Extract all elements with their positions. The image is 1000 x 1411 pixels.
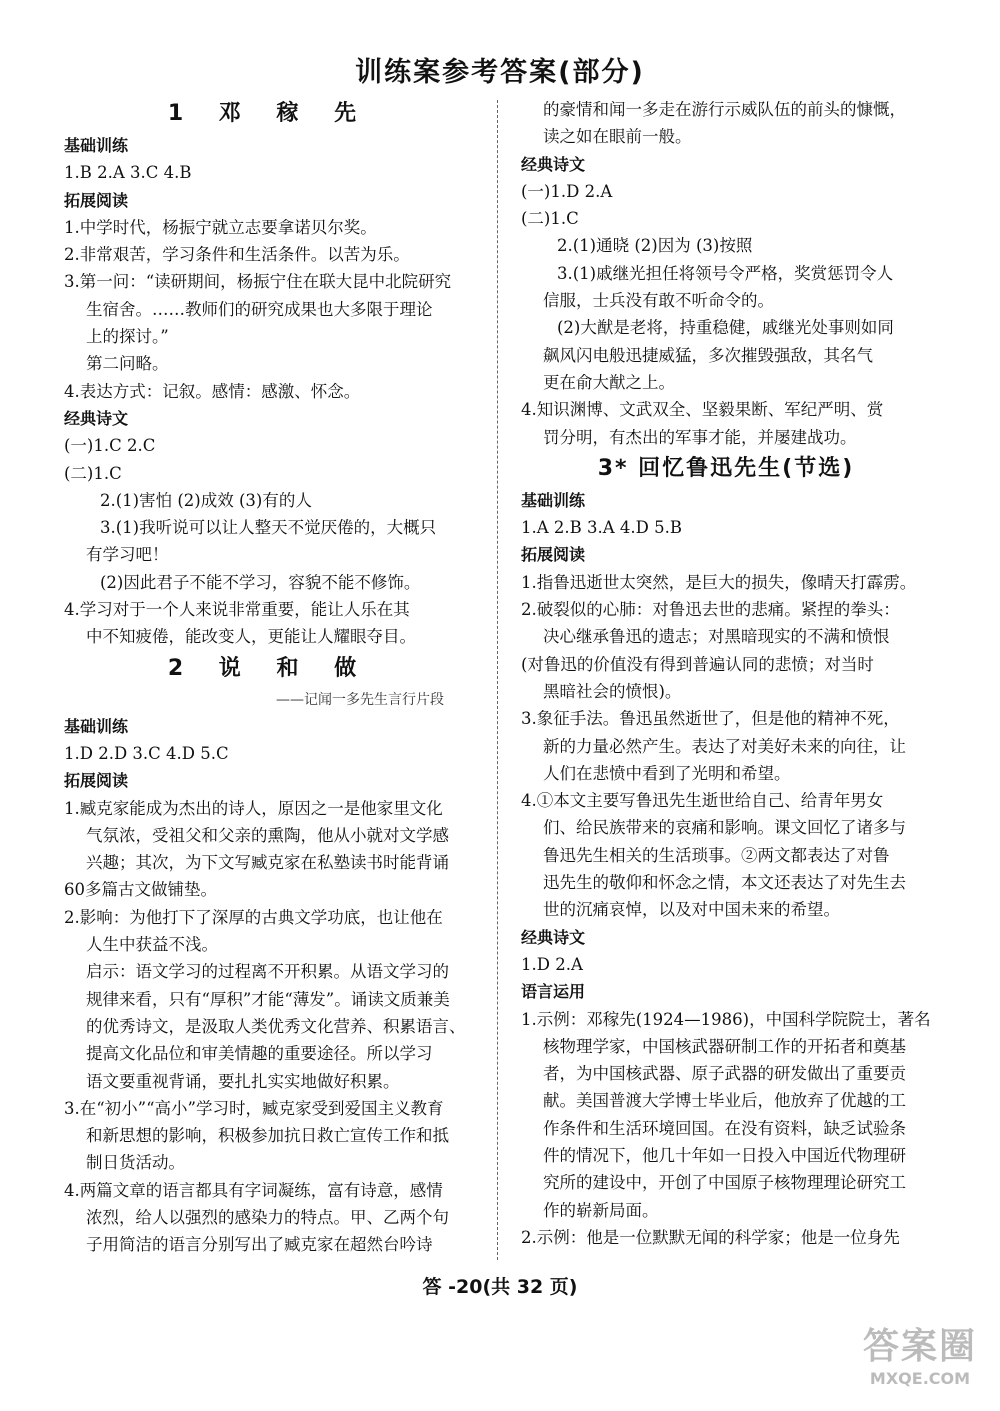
- answer-line: 3.(1)我听说可以让人整天不觉厌倦的，大概只: [100, 518, 437, 538]
- answer-line: 迅先生的敬仰和怀念之情，本文还表达了对先生去: [543, 873, 906, 893]
- watermark-logo: [845, 1325, 995, 1405]
- answer-line: 作的崭新局面。: [543, 1200, 659, 1220]
- answer-line: 们、给民族带来的哀痛和影响。课文回忆了诸多与: [543, 818, 906, 838]
- right-column: [521, 96, 931, 1251]
- answer-line: (一)1.C 2.C: [64, 436, 156, 456]
- answer-line: 1.示例：邓稼先(1924—1986)，中国科学院院士，著名: [521, 1009, 931, 1029]
- answer-line: 更在俞大猷之上。: [543, 372, 675, 392]
- answer-line: 读之如在眼前一般。: [543, 127, 692, 147]
- section-title-3: 3* 回忆鲁迅先生(节选): [597, 455, 855, 481]
- answer-line: 规律来看，只有“厚积”才能“薄发”。诵读文质兼美: [86, 989, 450, 1009]
- answer-line: 的优秀诗文，是汲取人类优秀文化营养、积累语言、: [86, 1016, 466, 1036]
- answer-line: 4.知识渊博、文武双全、坚毅果断、军纪严明、赏: [521, 400, 884, 420]
- left-column: [64, 96, 474, 1259]
- answer-line: 献。美国普渡大学博士毕业后，他放弃了优越的工: [543, 1091, 906, 1111]
- answer-line: 2.(1)害怕 (2)成效 (3)有的人: [100, 490, 312, 510]
- answer-line: 1.D 2.D 3.C 4.D 5.C: [64, 743, 229, 763]
- answer-line: 60多篇古文做铺垫。: [64, 880, 217, 900]
- subsection-heading: 语言运用: [521, 982, 586, 1002]
- answer-line: 语文要重视背诵，要扎扎实实地做好积累。: [86, 1071, 400, 1091]
- answer-line: 核物理学家，中国核武器研制工作的开拓者和奠基: [543, 1036, 906, 1056]
- subsection-heading: 基础训练: [64, 716, 129, 736]
- answer-line: 4.两篇文章的语言都具有字词凝练，富有诗意，感情: [64, 1180, 443, 1200]
- answer-line: 1.B 2.A 3.C 4.B: [64, 163, 192, 183]
- answer-line: 3.象征手法。鲁迅虽然逝世了，但是他的精神不死，: [521, 709, 900, 729]
- answer-line: 制日货活动。: [86, 1153, 185, 1173]
- answer-line: 人们在悲愤中看到了光明和希望。: [543, 763, 791, 783]
- subsection-heading: 拓展阅读: [64, 190, 129, 210]
- watermark-text: 答案圈: [862, 1326, 977, 1367]
- answer-line: 究所的建设中，开创了中国原子核物理理论研究工: [543, 1173, 906, 1193]
- answer-line: 件的情况下，他几十年如一日投入中国近代物理研: [543, 1145, 906, 1165]
- answer-line: 作条件和生活环境回国。在没有资料，缺乏试验条: [543, 1118, 906, 1138]
- answer-line: 3.第一问：“读研期间，杨振宁住在联大昆中北院研究: [64, 272, 452, 292]
- section-title-2: 2 说 和 做: [167, 655, 371, 681]
- answer-line: 3.(1)戚继光担任将领号令严格，奖赏惩罚令人: [557, 263, 894, 283]
- answer-line: 1.中学时代，杨振宁就立志要拿诺贝尔奖。: [64, 217, 377, 237]
- answer-line: 黑暗社会的愤恨)。: [543, 681, 682, 701]
- answer-line: 和新思想的影响，积极参加抗日救亡宣传工作和抵: [86, 1126, 449, 1146]
- watermark-url: MXQE.COM: [869, 1369, 971, 1388]
- column-divider: [497, 100, 498, 1260]
- answer-line: 中不知疲倦，能改变人，更能让人耀眼夺目。: [86, 627, 416, 647]
- answer-line: 飙风闪电般迅捷威猛，多次摧毁强敌，其名气: [543, 345, 873, 365]
- answer-line: 2.示例：他是一位默默无闻的科学家；他是一位身先: [521, 1227, 900, 1247]
- answer-line: 信服，士兵没有敢不听命令的。: [543, 291, 774, 311]
- section-subtitle-2: ——记闻一多先生言行片段: [276, 691, 444, 708]
- answer-line: 提高文化品位和审美情趣的重要途径。所以学习: [86, 1044, 433, 1064]
- answer-line: 4.表达方式：记叙。感情：感激、怀念。: [64, 381, 361, 401]
- answer-line: (对鲁迅的价值没有得到普遍认同的悲愤；对当时: [521, 654, 874, 674]
- answer-line: 3.在“初小”“高小”学习时，臧克家受到爱国主义教育: [64, 1098, 444, 1118]
- answer-line: (2)因此君子不能不学习，容貌不能不修饰。: [100, 572, 421, 592]
- answer-line: 第二问略。: [86, 354, 169, 374]
- answer-line: 2.破裂似的心肺：对鲁迅去世的悲痛。紧捏的拳头：: [521, 600, 900, 620]
- subsection-heading: 拓展阅读: [64, 771, 129, 791]
- answer-line: 罚分明，有杰出的军事才能，并屡建战功。: [543, 427, 857, 447]
- answer-line: 2.非常艰苦，学习条件和生活条件。以苦为乐。: [64, 245, 410, 265]
- subsection-heading: 基础训练: [64, 136, 129, 155]
- answer-line: 上的探讨。”: [86, 327, 169, 347]
- answer-line: 决心继承鲁迅的遗志；对黑暗现实的不满和愤恨: [543, 627, 890, 647]
- subsection-heading: 经典诗文: [64, 408, 129, 428]
- answer-line: 的豪情和闻一多走在游行示威队伍的前头的慷慨，: [543, 100, 906, 119]
- answer-line: 鲁迅先生相关的生活琐事。②两文都表达了对鲁: [543, 845, 890, 865]
- answer-line: 气氛浓，受祖父和父亲的熏陶，他从小就对文学感: [86, 825, 449, 845]
- answer-line: 1.臧克家能成为杰出的诗人，原因之一是他家里文化: [64, 798, 443, 818]
- answer-line: 子用简洁的语言分别写出了臧克家在超然台吟诗: [86, 1235, 433, 1255]
- answer-line: 启示：语文学习的过程离不开积累。从语文学习的: [86, 962, 449, 982]
- answer-line: 4.①本文主要写鲁迅先生逝世给自己、给青年男女: [521, 791, 884, 811]
- section-title-1: 1 邓 稼 先: [167, 101, 371, 126]
- answer-line: 世的沉痛哀悼，以及对中国未来的希望。: [543, 900, 840, 920]
- answer-line: 4.学习对于一个人来说非常重要，能让人乐在其: [64, 600, 410, 620]
- subsection-heading: 基础训练: [521, 490, 586, 510]
- answer-line: 人生中获益不浅。: [86, 935, 218, 955]
- answer-line: 2.影响：为他打下了深厚的古典文学功底，也让他在: [64, 907, 443, 927]
- answer-line: 1.指鲁迅逝世太突然，是巨大的损失，像晴天打霹雳。: [521, 572, 917, 592]
- answer-line: (2)大猷是老将，持重稳健，戚继光处事则如同: [557, 318, 894, 338]
- answer-line: 有学习吧！: [86, 545, 169, 565]
- answer-line: 2.(1)通晓 (2)因为 (3)按照: [557, 236, 753, 256]
- answer-line: 浓烈，给人以强烈的感染力的特点。甲、乙两个句: [86, 1207, 449, 1227]
- page-title: 训练案参考答案(部分): [355, 57, 645, 88]
- answer-line: 生宿舍。……教师们的研究成果也大多限于理论: [86, 299, 433, 319]
- answer-line: 兴趣；其次，为下文写臧克家在私塾读书时能背诵: [86, 853, 449, 873]
- subsection-heading: 拓展阅读: [521, 545, 586, 565]
- subsection-heading: 经典诗文: [521, 927, 586, 947]
- subsection-heading: 经典诗文: [521, 154, 586, 174]
- answer-line: 1.D 2.A: [521, 954, 583, 974]
- answer-line: (一)1.D 2.A: [521, 181, 613, 201]
- answer-line: (二)1.C: [64, 463, 122, 483]
- answer-line: 者，为中国核武器、原子武器的研发做出了重要贡: [543, 1064, 906, 1084]
- answer-line: (二)1.C: [521, 209, 579, 229]
- answer-line: 新的力量必然产生。表达了对美好未来的向往，让: [543, 736, 906, 756]
- answer-line: 1.A 2.B 3.A 4.D 5.B: [521, 518, 683, 538]
- page-footer: 答 -20(共 32 页): [422, 1276, 578, 1298]
